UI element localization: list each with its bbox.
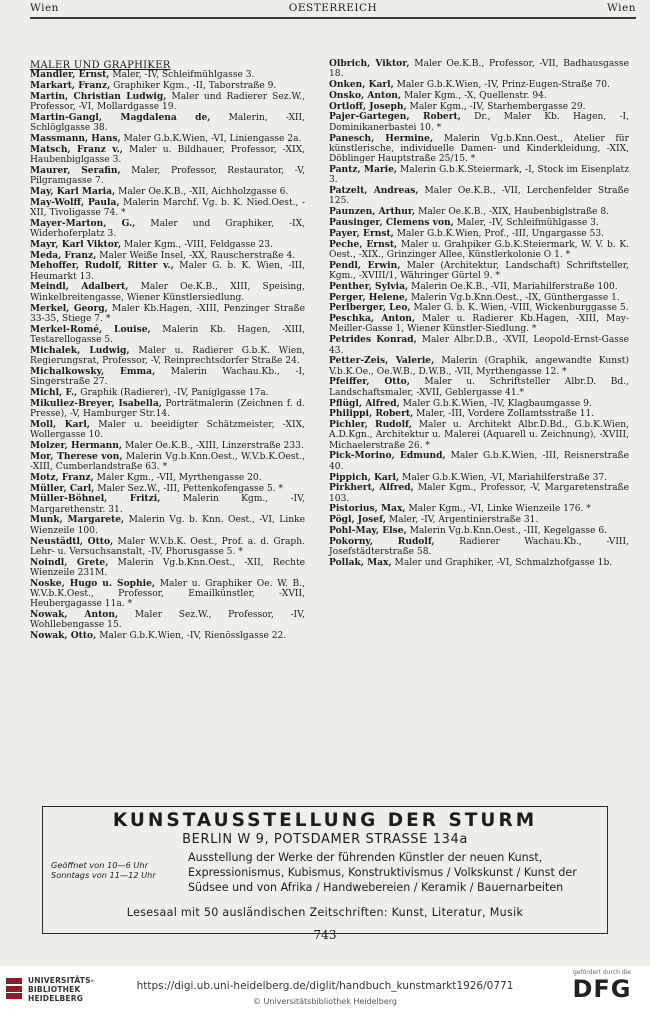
entry-details: Malerin (Graphik, angewandte Kunst) V.b.K.Oe., Oe.W.B., D.W.B., -VII, Myrthengasse 12. * xyxy=(329,356,630,377)
entry-name: Onsko, Anton, xyxy=(329,89,402,101)
section-title: MALER UND GRAPHIKER xyxy=(30,60,171,71)
entry-name: Peschka, Anton, xyxy=(329,313,416,325)
directory-entry xyxy=(30,145,305,166)
entry-name: Matsch, Franz v., xyxy=(30,143,123,155)
entry-details: Maler Oe.K.B., -XII, Aichholzgasse 6. xyxy=(115,186,289,197)
entry-name: Peche, Ernst, xyxy=(329,238,398,250)
entry-name: Mayer-Marton, G., xyxy=(30,217,136,229)
entry-details: Maler W.V.b.K. Oest., Prof. a. d. Graph. Lehr- u. Versuchsanstalt, -IV, Phorusgasse 5. * xyxy=(30,536,306,557)
directory-entry xyxy=(329,377,629,398)
entry-details: Malerin Vg.b.Knn.Oest., W.V.b.K.Oest., -XIII, Cumberlandstraße 63. * xyxy=(30,451,305,472)
ad-address: BERLIN W 9, POTSDAMER STRASSE 134a xyxy=(182,832,468,847)
directory-entry xyxy=(329,558,629,568)
directory-entry xyxy=(329,240,629,261)
directory-entry xyxy=(30,70,305,80)
entry-details: Graphik (Radierer), -IV, Paniglgasse 17a. xyxy=(77,387,269,398)
directory-entry xyxy=(30,610,305,631)
entry-details: Maler Oe.K.B., -VII, Lerchenfelder Straße 125. xyxy=(329,186,629,207)
entry-name: Olbrich, Viktor, xyxy=(329,58,410,69)
entry-details: Maler G.b.K.Wien, -VI, Liniengasse 2a. xyxy=(120,133,302,144)
directory-entry xyxy=(30,537,305,558)
entry-details: Maler Kb.Hagen, -XIII, Penzinger Straße 33-35, Stiege 7. * xyxy=(30,303,305,324)
entry-details: Malerin Kgm., -IV, Margarethenstr. 31. xyxy=(30,494,305,515)
entry-name: Pollak, Max, xyxy=(329,556,392,568)
directory-entry xyxy=(30,113,305,134)
dfg-logo[interactable] xyxy=(562,969,642,1013)
entry-details: Maler Kgm., -VII, Myrthengasse 20. xyxy=(93,472,262,483)
directory-entry xyxy=(30,166,305,187)
entry-name: Pohl-May, Else, xyxy=(329,525,407,537)
running-head-right: Wien xyxy=(607,2,636,14)
entry-details: Graphiker Kgm., -II, Taborstraße 9. xyxy=(110,80,277,91)
directory-entry xyxy=(30,240,305,250)
directory-entry xyxy=(329,314,629,335)
directory-entry xyxy=(329,409,629,419)
entry-name: Patzelt, Andreas, xyxy=(329,185,419,197)
university-library-logo[interactable] xyxy=(6,976,106,1008)
entry-name: Mikuliez-Breyer, Isabella, xyxy=(30,397,162,409)
ad-opening-hours xyxy=(51,860,201,880)
directory-entry xyxy=(329,356,629,377)
entry-name: Merkel, Georg, xyxy=(30,302,108,314)
entry-name: Meda, Franz, xyxy=(30,249,97,261)
entry-name: Munk, Margarete, xyxy=(30,514,125,526)
entry-name: Meindl, Adalbert, xyxy=(30,281,129,293)
directory-entry xyxy=(30,631,305,641)
entry-details: Maler Oe.K.B., XIII, Speising, Winkelbreitengasse, Wiener Künstlersiedlung. xyxy=(30,282,305,303)
entry-details: Maler G. b. K. Wien, -III, Heumarkt 13. xyxy=(30,261,306,282)
entry-name: Markart, Franz, xyxy=(30,79,111,91)
directory-entry xyxy=(329,451,629,472)
directory-entry xyxy=(30,515,305,536)
directory-entry xyxy=(329,420,629,451)
entry-details: Malerin Vg.b.Knn.Oest., -XII, Rechte Wienzeile 231M. xyxy=(30,557,305,578)
entry-details: Malerin, -XII, Schlöglgasse 38. xyxy=(30,112,306,133)
entry-details: Porträtmalerin (Zeichnen f. d. Presse), -V, Hamburger Str.14. xyxy=(30,398,305,419)
entry-name: May-Wolff, Paula, xyxy=(30,196,120,208)
entry-name: Mehoffer, Rudolf, Ritter v., xyxy=(30,260,174,272)
entry-name: Maurer, Serafin, xyxy=(30,164,121,176)
directory-entry xyxy=(30,92,305,113)
entry-details: Maler u. beeidigter Schätzmeister, -XIX, Wollergasse 10. xyxy=(30,419,305,441)
entry-details: Dr., Maler Kb. Hagen, -I, Dominikanerbastei 10. * xyxy=(329,112,630,133)
entry-details: Malerin G.b.K.Steiermark, -I, Stock im Eisenplatz 3. xyxy=(329,164,629,186)
running-head-center: OESTERREICH xyxy=(288,2,378,14)
entry-details: Maler Kgm., -X, Quellenstr. 94. xyxy=(401,90,547,101)
entry-name: Michalkowsky, Emma, xyxy=(30,365,156,377)
entry-details: Maler und Graphiker, -VI, Schmalzhofgasse 1b. xyxy=(391,557,613,568)
entry-details: Malerin Vg.b.Knn.Oest., Atelier für künstlerische, individuelle Damen- und Kinderkleidung, -XIX, Döblinger Hauptstraße 25/15. * xyxy=(329,133,629,165)
entry-name: Neustädtl, Otto, xyxy=(30,535,114,547)
directory-entry xyxy=(329,165,629,186)
entry-details: Maler G.b.K.Wien, -III, Reisnerstraße 40. xyxy=(329,451,629,472)
entry-name: Mayr, Karl Viktor, xyxy=(30,238,122,250)
entry-name: Pirkhert, Alfred, xyxy=(329,482,414,494)
entry-name: Molzer, Hermann, xyxy=(30,439,123,451)
entry-details: Malerin Vg.b.Knn.Oest., -III, Kegelgasse 6. xyxy=(406,526,608,537)
entry-name: Pantz, Marie, xyxy=(329,163,398,175)
entry-name: Mandler, Ernst, xyxy=(30,69,110,80)
entry-details: Maler Kgm., -VIII, Feldgasse 23. xyxy=(121,239,273,250)
entry-details: Maler Sez.W., -III, Pettenkofengasse 5. * xyxy=(94,483,284,494)
library-name-line2: BIBLIOTHEK xyxy=(28,985,81,994)
entry-details: Maler Kgm., -VI, Linke Wienzeile 176. * xyxy=(405,504,591,515)
copyright-notice: © Universitätsbibliothek Heidelberg xyxy=(252,997,397,1006)
entry-name: Nowak, Otto, xyxy=(30,630,97,642)
entry-name: Perger, Helene, xyxy=(329,291,408,303)
entry-details: Malerin Vg.b.Knn.Oest., -IX, Günthergasse 1. xyxy=(407,292,620,303)
entry-name: Massmann, Hans, xyxy=(30,132,121,144)
entry-name: Nowak, Anton, xyxy=(30,609,119,621)
directory-entry xyxy=(30,420,305,441)
directory-entry xyxy=(30,346,305,367)
entry-name: Payer, Ernst, xyxy=(329,227,394,239)
ad-reading-room: Lesesaal mit 50 ausländischen Zeitschriften: Kunst, Literatur, Musik xyxy=(126,906,524,919)
directory-entry xyxy=(30,484,305,494)
directory-entry xyxy=(329,293,629,303)
directory-entry xyxy=(30,452,305,473)
entry-details: Maler u. Bildhauer, Professor, -XIX, Haubenbiglgasse 3. xyxy=(30,144,305,165)
directory-entry xyxy=(30,558,305,579)
entry-details: Maler, -IV, Argentinierstraße 31. xyxy=(385,515,539,526)
entry-name: Noske, Hugo u. Sophie, xyxy=(30,577,156,589)
entry-details: Maler G.b.K.Wien, -IV, Prinz-Eugen-Straße 70. xyxy=(393,80,610,91)
directory-entry xyxy=(329,399,629,409)
entry-name: Pflügl, Alfred, xyxy=(329,397,400,409)
directory-entry xyxy=(329,335,629,356)
entry-details: Maler, -IV, Schleifmühlgasse 3. xyxy=(453,217,599,228)
directory-entry xyxy=(329,526,629,536)
ad-middle-row xyxy=(43,850,607,904)
entry-name: Pajer-Gartegen, Robert, xyxy=(329,111,461,123)
directory-entry xyxy=(30,187,305,197)
entry-name: Paunzen, Arthur, xyxy=(329,206,416,218)
entry-details: Maler Kgm., Professor, -V, Margaretenstraße 103. xyxy=(329,483,629,504)
entry-details: Maler u. Graphiker Oe. W. B., W.V.b.K.Oest., Professor, Emailkünstler, -XVII, Heubergagasse 11a. * xyxy=(30,578,305,610)
entry-name: May, Karl Maria, xyxy=(30,185,116,197)
entry-details: Malerin Marchf. Vg. b. K. Nied.Oest., -XII, Tivoligasse 74. * xyxy=(30,197,305,218)
ad-hours-weekday: Geöffnet von 10—6 Uhr xyxy=(51,860,148,870)
library-name-line1: UNIVERSITÄTS- xyxy=(28,976,95,985)
entry-name: Penther, Sylvia, xyxy=(329,280,409,292)
entry-details: Maler Albr.D.B., -XVII, Leopold-Ernst-Gasse 43. xyxy=(329,335,629,356)
directory-entry xyxy=(329,112,629,133)
page-number: 743 xyxy=(313,928,337,942)
directory-entry xyxy=(329,186,629,207)
entry-details: Malerin Wachau.Kb., -I, Singerstraße 27. xyxy=(30,366,305,388)
entry-details: Maler u. Radierer Kb.Hagen, -XIII, May-Meiller-Gasse 1, Wiener Künstler-Siedlung. * xyxy=(329,314,629,335)
permalink-url[interactable]: https://digi.ub.uni-heidelberg.de/diglit/handbuch_kunstmarkt1926/0771 xyxy=(136,980,514,992)
directory-entry xyxy=(30,219,305,240)
directory-entry xyxy=(329,473,629,483)
entry-name: Pfeiffer, Otto, xyxy=(329,376,410,388)
entry-details: Maler Kgm., -IV, Starhembergasse 29. xyxy=(406,101,586,112)
entry-details: Maler G.b.K.Wien, -IV, Klagbaumgasse 9. xyxy=(399,398,592,409)
entry-details: Maler G. b. K. Wien, -VIII, Wickenburggasse 5. xyxy=(410,303,629,314)
entry-name: Müller, Carl, xyxy=(30,482,95,494)
directory-entry xyxy=(30,134,305,144)
entry-name: Müller-Böhnel, Fritzi, xyxy=(30,493,161,505)
directory-entry xyxy=(329,515,629,525)
directory-entry xyxy=(329,282,629,292)
directory-entry xyxy=(329,303,629,313)
entry-name: Panesch, Hermine, xyxy=(329,132,434,144)
directory-entry xyxy=(30,494,305,515)
entry-name: Martin-Gangl, Magdalena de, xyxy=(30,111,211,123)
entry-details: Malerin Oe.K.B., -VII, Mariahilferstraße 100. xyxy=(408,281,618,292)
directory-entry xyxy=(329,102,629,112)
running-head xyxy=(30,2,636,18)
entry-details: Maler G.b.K.Wien, Prof., -III, Ungargasse 53. xyxy=(393,228,605,239)
viewer-footer xyxy=(0,966,650,1014)
directory-entry xyxy=(30,325,305,346)
directory-entry xyxy=(30,441,305,451)
directory-entry xyxy=(30,304,305,325)
library-emblem-icon xyxy=(6,978,22,1004)
entry-details: Maler G.b.K.Wien, -IV, Rienösslgasse 22. xyxy=(96,631,287,642)
directory-entry xyxy=(329,218,629,228)
entry-details: Maler G.b.K.Wien, -VI, Mariahilferstraße 37. xyxy=(399,472,608,483)
entry-name: Ortloff, Joseph, xyxy=(329,100,407,112)
entry-name: Pögl, Josef, xyxy=(329,514,386,526)
library-name-line3: HEIDELBERG xyxy=(28,994,84,1003)
entry-name: Perlberger, Leo, xyxy=(329,302,411,314)
entry-name: Pausinger, Clemens von, xyxy=(329,216,454,228)
entry-name: Pistorius, Max, xyxy=(329,503,406,515)
ad-hours-sunday: Sonntags von 11—12 Uhr xyxy=(51,870,156,880)
library-name xyxy=(28,976,94,1003)
directory-entry xyxy=(329,483,629,504)
entry-name: Moll, Karl, xyxy=(30,418,90,430)
directory-entry xyxy=(30,81,305,91)
entry-details: Maler Sez.W., Professor, -IV, Wohllebengasse 15. xyxy=(30,610,305,631)
entry-details: Radierer Wachau.Kb., -VIII, Josefstädterstraße 58. xyxy=(329,536,629,558)
directory-entry xyxy=(30,251,305,261)
directory-entry xyxy=(329,207,629,217)
directory-entry xyxy=(30,198,305,219)
entry-details: Malerin Vg. b. Knn. Oest., -VI, Linke Wienzeile 100. xyxy=(30,515,305,536)
entry-name: Mor, Therese von, xyxy=(30,450,123,462)
entry-details: Maler Oe.K.B., Professor, -VII, Badhausgasse 18. xyxy=(329,59,629,80)
left-column xyxy=(30,70,305,642)
entry-details: Malerin Kb. Hagen, -XIII, Testarellogasse 5. xyxy=(30,324,305,345)
directory-entry xyxy=(30,261,305,282)
entry-details: Maler Oe.K.B., -XIII, Linzerstraße 233. xyxy=(122,440,304,451)
entry-details: Maler und Radierer Sez.W., Professor, -VI, Mollardgasse 19. xyxy=(30,91,305,112)
dfg-wordmark: DFG xyxy=(572,975,632,1003)
directory-entry xyxy=(329,59,629,80)
entry-details: Maler und Graphiker, -IX, Widerhoferplatz 3. xyxy=(30,218,306,239)
directory-entry xyxy=(329,537,629,558)
entry-name: Motz, Franz, xyxy=(30,471,94,483)
entry-name: Pichler, Rudolf, xyxy=(329,419,412,431)
directory-entry xyxy=(30,367,305,388)
entry-details: Maler, Professor, Restaurator, -V, Pilgramgasse 7. xyxy=(30,165,305,186)
directory-entry xyxy=(329,229,629,239)
directory-entry xyxy=(329,261,629,282)
running-head-left: Wien xyxy=(30,2,59,14)
entry-name: Martin, Christian Ludwig, xyxy=(30,90,167,102)
directory-entry xyxy=(30,473,305,483)
directory-entry xyxy=(30,399,305,420)
ad-title: KUNSTAUSSTELLUNG DER STURM xyxy=(112,810,538,831)
entry-name: Pokorny, Rudolf, xyxy=(329,535,435,547)
entry-details: Maler u. Radierer G.b.K. Wien, Regierungsrat, Professor, -V, Reinprechtsdorfer Straße 24. xyxy=(30,345,306,367)
entry-name: Onken, Karl, xyxy=(329,79,394,91)
entry-details: Maler Oe.K.B., -XIX, Haubenbiglstraße 8. xyxy=(415,207,609,218)
directory-entry xyxy=(30,579,305,610)
entry-details: Maler u. Architekt Albr.D.Bd., G.b.K.Wien, A.D.Kgn., Architektur u. Malerei (Aquarell u. Zeichnung), -XVIII, Michaelerstraße 26. * xyxy=(329,420,629,451)
entry-details: Maler u. Grahpiker G.b.K.Steiermark, W. V. b. K. Oest., -XIX., Grinzinger Allee, Künstlerkolonie O 1. * xyxy=(329,239,629,260)
right-column xyxy=(329,59,629,569)
directory-entry xyxy=(329,80,629,90)
sturm-advertisement xyxy=(42,806,608,934)
directory-entry xyxy=(329,504,629,514)
entry-details: Maler (Architektur, Landschaft) Schriftsteller, Kgm., -XVIII/1, Währinger Gürtel 9. * xyxy=(329,260,629,281)
entry-name: Pick-Morino, Edmund, xyxy=(329,450,446,462)
entry-name: Pippich, Karl, xyxy=(329,471,400,483)
entry-name: Noindl, Grete, xyxy=(30,556,109,568)
entry-name: Pendl, Erwin, xyxy=(329,259,401,271)
entry-name: Petrides Konrad, xyxy=(329,334,417,346)
ad-description: Ausstellung der Werke der führenden Künstler der neuen Kunst, Expressionismus, Kubismus, Konstruktivismus / Volkskunst / Kunst der Südsee und von Afrika / Handwebereien / Keramik / Bauernarbeiten xyxy=(188,851,577,894)
directory-entry xyxy=(329,134,629,165)
directory-entry xyxy=(30,388,305,398)
entry-details: Maler Weiße Insel, -XX, Rauscherstraße 4. xyxy=(96,250,296,261)
directory-entry xyxy=(30,282,305,303)
entry-details: Maler u. Schriftsteller Albr.D. Bd., Landschaftsmaler, -XVII, Geblergasse 41.* xyxy=(329,377,629,398)
entry-name: Merkel-Romé, Louise, xyxy=(30,323,151,335)
dfg-caption: gefördert durch die xyxy=(573,969,631,976)
entry-details: Maler, -III, Vordere Zollamtsstraße 11. xyxy=(413,409,595,420)
entry-name: Philippi, Robert, xyxy=(329,408,414,420)
header-rule xyxy=(30,17,636,19)
entry-name: Petter-Zeis, Valerie, xyxy=(329,355,435,367)
entry-details: Maler, -IV, Schleifmühlgasse 3. xyxy=(109,70,255,80)
entry-name: Michl, F., xyxy=(30,386,78,398)
entry-name: Michalek, Ludwig, xyxy=(30,344,130,356)
directory-entry xyxy=(329,91,629,101)
